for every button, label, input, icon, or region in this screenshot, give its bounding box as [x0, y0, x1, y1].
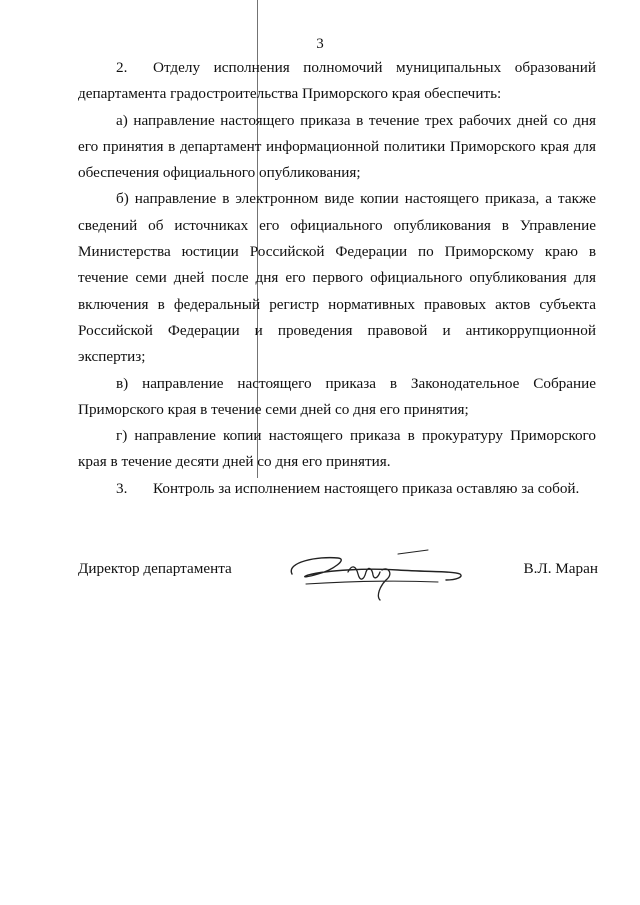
- paragraph-item-3: [78, 476, 596, 502]
- document-body: [78, 55, 596, 502]
- subparagraph-b: б) направление в электронном виде копии настоящего приказа, а также сведений об источниках его официального опубликования в Управление Министерства юстиции Российской Федерации по Приморскому краю в течение семи дней после дня его первого официального опубликования для включения в федеральный регистр нормативных правовых актов субъекта Российской Федерации и проведения правовой и антикоррупционной экспертиз;: [78, 190, 596, 366]
- paragraph-text: Отделу исполнения полномочий муниципальных образований департамента градостроительства Приморского края обеспечить:: [78, 59, 596, 103]
- subparagraph-a: а) направление настоящего приказа в течение трех рабочих дней со дня его принятия в департамент информационной политики Приморского края для обеспечения официального опубликования;: [78, 111, 596, 182]
- page-number: 3: [316, 36, 324, 52]
- signature-block: [78, 544, 598, 604]
- paragraph-number: 2.: [116, 59, 128, 76]
- paragraph-item-2: [78, 55, 596, 108]
- subparagraph-g: г) направление копии настоящего приказа в прокуратуру Приморского края в течение десяти дней со дня его принятия.: [78, 427, 596, 471]
- signatory-title: Директор департамента: [78, 560, 232, 577]
- signatory-name: В.Л. Маран: [523, 560, 598, 577]
- paragraph-text: Контроль за исполнением настоящего приказа оставляю за собой.: [153, 479, 580, 497]
- paragraph-number: 3.: [116, 479, 128, 497]
- subparagraph-v: в) направление настоящего приказа в Законодательное Собрание Приморского края в течение семи дней со дня его принятия;: [78, 374, 596, 418]
- handwritten-signature: [278, 544, 478, 604]
